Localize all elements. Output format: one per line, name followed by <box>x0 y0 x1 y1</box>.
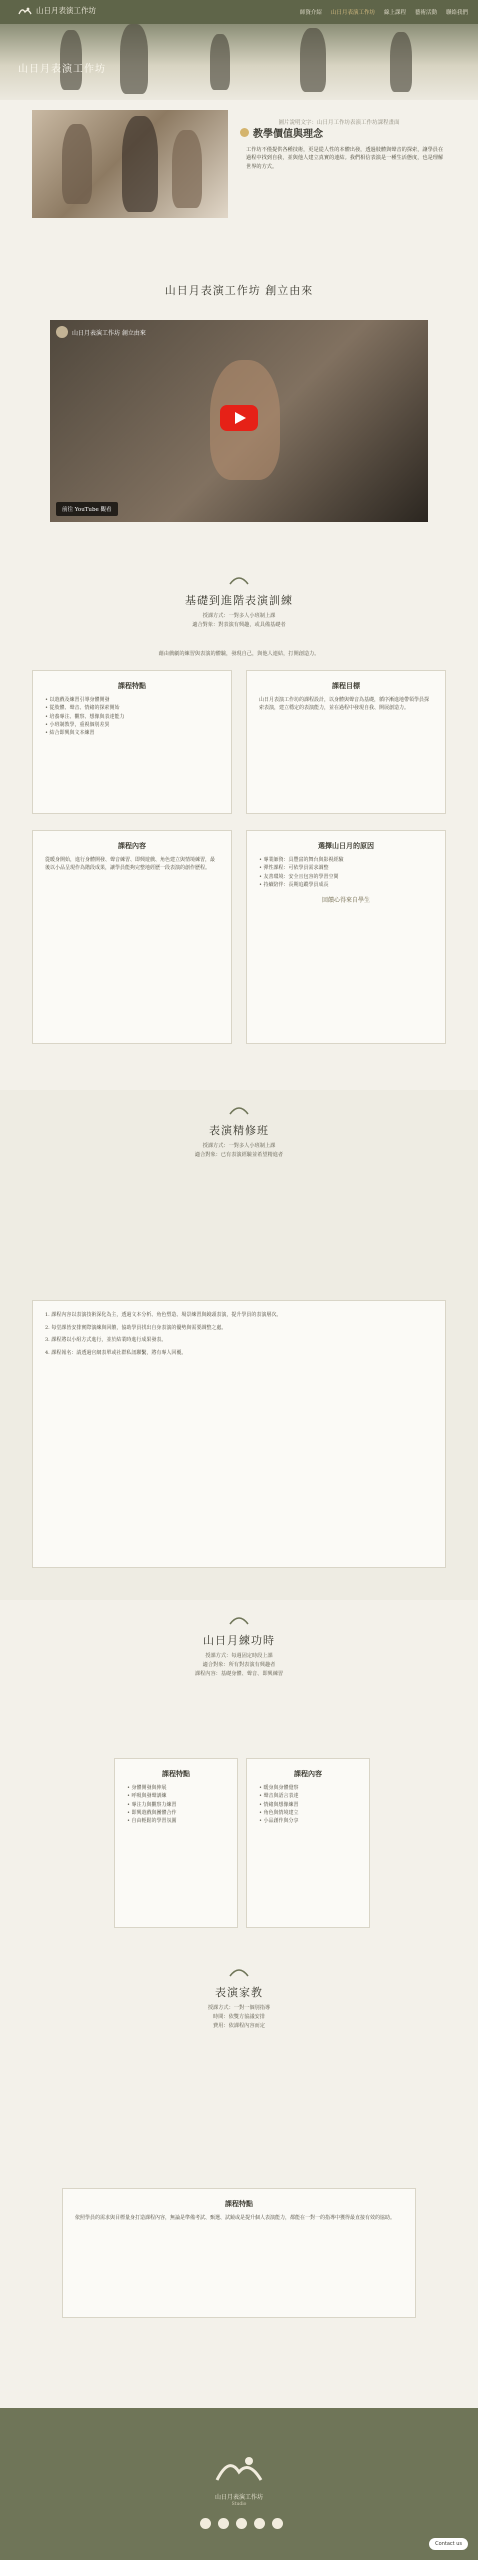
facebook-icon[interactable] <box>200 2518 211 2529</box>
philosophy-caption: 圖片說明文字：山日月工作坊表演工作坊課程畫面 <box>278 120 400 126</box>
tutoring-title: 表演家教 <box>215 1986 263 1999</box>
advanced-details-card <box>32 1300 446 1568</box>
channel-avatar <box>56 326 68 338</box>
card-heading: 課程內容 <box>118 841 146 850</box>
card-heading: 課程目標 <box>332 681 360 690</box>
line-icon[interactable] <box>254 2518 265 2529</box>
nav-item-studio[interactable]: 山日月表演工作坊 <box>330 10 375 16</box>
divider-icon <box>228 1966 250 1978</box>
basic-card-features <box>32 670 232 814</box>
footer-brand-name: 山日月表演工作坊 <box>214 2494 263 2501</box>
philosophy-text: 工作坊不僅提供各種技術，更是從人性的本體出發，透過肢體與聲音的探索，讓學員在過程中找到自我，並與他人建立真實的連結。我們相信表演是一種生活態度，也是理解世界的方式。 <box>246 147 444 170</box>
philosophy-photo <box>32 110 228 218</box>
card-heading: 課程內容 <box>294 1769 322 1778</box>
divider-icon <box>228 574 250 586</box>
contact-us-button[interactable]: Contact us <box>429 2538 468 2550</box>
basic-card-why-us <box>246 830 446 1044</box>
watch-on-youtube-button[interactable]: 前往 YouTube 觀看 <box>56 502 118 516</box>
nav-item-teachers[interactable]: 師資介紹 <box>299 10 322 16</box>
detail-paragraph: 2. 每堂課皆安排實際演練與回饋，協助學員找出自身表演的優勢與需要調整之處。 <box>45 1324 227 1331</box>
practice-subtitle: 授課方式：每週固定時段上課 適合對象：所有對表演有興趣者 課程內容：基礎身體、聲音、即興練習 <box>194 1653 284 1677</box>
video-title: 山日月表演工作坊 創立由來 <box>72 330 146 337</box>
nav-item-contact[interactable]: 聯絡我們 <box>445 10 468 16</box>
philosophy-heading <box>240 125 323 140</box>
tutoring-subtitle: 授課方式：一對一個別指導 時間：依雙方協議安排 費用：依課程內容而定 <box>207 2005 271 2029</box>
footer-brand-sub: Studio <box>231 2502 247 2507</box>
card-body: 依照學員的需求與目標量身打造課程內容，無論是準備考試、甄選、試鏡或是提升個人表演能力，都能在一對一的指導中獲得最直接有效的協助。 <box>75 2215 396 2221</box>
card-heading: 課程特點 <box>162 1769 190 1778</box>
instagram-icon[interactable] <box>218 2518 229 2529</box>
philosophy-title: 教學價值與理念 <box>253 129 323 140</box>
card-heading: 課程特點 <box>225 2199 253 2208</box>
card-heading: 選擇山日月的原因 <box>318 841 374 850</box>
founding-title: 山日月表演工作坊 創立由來 <box>164 284 314 297</box>
brand-name: 山日月表演工作坊 <box>36 6 96 15</box>
divider-icon <box>228 1104 250 1116</box>
footer <box>0 2408 478 2560</box>
logo-icon <box>18 6 32 16</box>
hero-title: 山日月表演工作坊 <box>18 64 106 75</box>
card-body: 山日月表演工作坊的課程設計，以身體與聲音為基礎，循序漸進地帶領學員探索表演，建立穩定的表演能力，並在過程中發現自我、開展創造力。 <box>259 697 430 712</box>
brand[interactable] <box>18 5 96 16</box>
top-navigation-bar <box>0 0 478 24</box>
mail-icon[interactable] <box>272 2518 283 2529</box>
divider-icon <box>228 1614 250 1626</box>
card-body: • 以遊戲及練習引導身體開發 • 從肢體、聲音、情緒的探索開始 • 培養專注、觀察、想像與表達能力 • 小班制教學，重視個別差異 • 結合即興與文本練習 <box>45 697 125 736</box>
hero-banner <box>0 24 478 100</box>
social-links <box>200 2518 283 2529</box>
nav-item-events[interactable]: 藝術活動 <box>414 10 437 16</box>
practice-title: 山日月練功時 <box>203 1634 275 1647</box>
play-icon[interactable] <box>220 405 258 431</box>
basic-title: 基礎到進階表演訓練 <box>185 594 293 607</box>
card-body: • 身體開發與伸展 • 呼吸與發聲訓練 • 專注力與觀察力練習 • 即興遊戲與團體合作 • 自由輕鬆的學習氛圍 <box>127 1785 177 1824</box>
card-heading: 課程特點 <box>118 681 146 690</box>
card-body: • 專業師資：具豐富的舞台與影視經驗 • 彈性課程：可依學員需求調整 • 友善環境：安全且包容的學習空間 • 持續陪伴：長期追蹤學員成長 <box>259 857 344 888</box>
detail-paragraph: 4. 課程報名：請透過官網表單或社群私訊聯繫，將有專人回覆。 <box>45 1349 187 1356</box>
basic-card-content <box>32 830 232 1044</box>
advanced-title: 表演精修班 <box>209 1124 269 1137</box>
logo-icon <box>213 2452 265 2486</box>
basic-card-goals <box>246 670 446 814</box>
bullet-icon <box>240 128 249 137</box>
detail-paragraph: 3. 課程將以小組方式進行，並於結業時進行成果發表。 <box>45 1337 167 1343</box>
youtube-icon[interactable] <box>236 2518 247 2529</box>
practice-card-content <box>246 1758 370 1928</box>
basic-intro: 藉由戲劇的練習與表演的體驗，發現自己，與他人連結，打開創造力。 <box>158 651 320 657</box>
card-subheading: 回饋心得來自學生 <box>321 897 370 904</box>
card-body: 從暖身開始，進行身體開發、聲音練習、即興遊戲、角色建立與情境練習，最後以小品呈現作為階段成果，讓學員能夠完整地經歷一段表演的創作歷程。 <box>45 857 216 872</box>
video-player[interactable] <box>50 320 428 522</box>
tutoring-card <box>62 2188 416 2318</box>
advanced-subtitle: 授課方式：一對多人小班制上課 適合對象：已有表演經驗並希望精進者 <box>194 1143 284 1158</box>
detail-paragraph: 1. 課程內容以表演技術深化為主，透過文本分析、角色塑造、場景練習與鏡頭表演，提升學員的表演層次。 <box>45 1312 282 1318</box>
practice-card-features <box>114 1758 238 1928</box>
main-nav <box>300 8 468 16</box>
nav-item-online-courses[interactable]: 線上課程 <box>383 10 406 16</box>
basic-subtitle: 授課方式：一對多人小班制上課 適合對象：對表演有興趣，或具備基礎者 <box>192 613 286 628</box>
card-body: • 暖身與身體覺察 • 聲音與語言表達 • 情緒與想像練習 • 角色與情境建立 • 小品創作與分享 <box>259 1785 299 1824</box>
